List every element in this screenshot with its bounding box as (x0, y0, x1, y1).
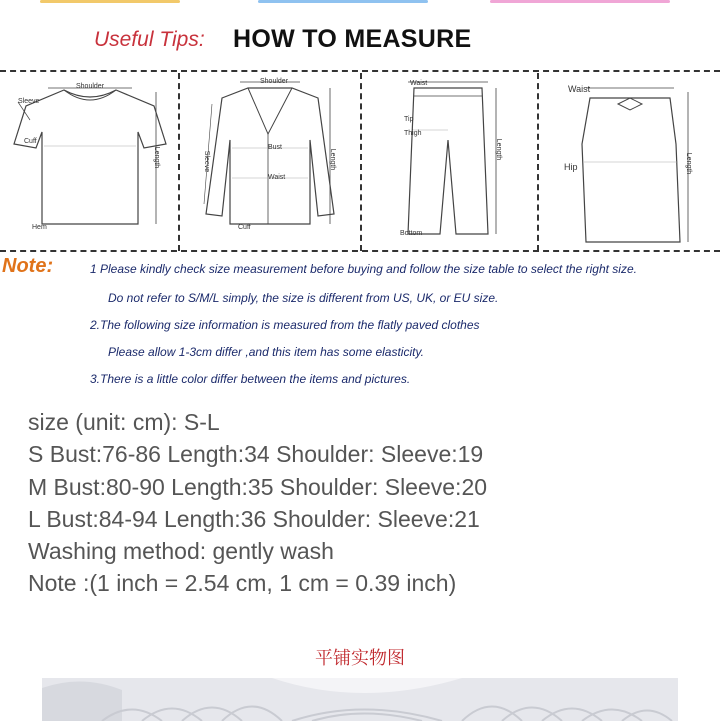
skirt-waist-label: Waist (568, 84, 591, 94)
size-l-line: L Bust:84-94 Length:36 Shoulder: Sleeve:21 (28, 506, 480, 532)
note-line-1: 1 Please kindly check size measurement before buying and follow the size table to select the right size. (90, 262, 637, 276)
pants-length-label: Length (495, 138, 503, 161)
note-line-3: 2.The following size information is measured from the flatly paved clothes (90, 318, 480, 332)
jacket-cuff-label: Cuff (238, 224, 251, 231)
tshirt-hem-label: Hem (32, 224, 47, 231)
skirt-length-label: Length (685, 152, 693, 175)
size-s-line: S Bust:76-86 Length:34 Shoulder: Sleeve:19 (28, 441, 484, 467)
top-color-bars (0, 0, 720, 4)
jacket-diagram (182, 74, 358, 250)
divider-3 (537, 73, 539, 251)
tshirt-sleeve-label: Sleeve (18, 98, 40, 105)
pants-tip-label: Tip (404, 116, 414, 123)
jacket-bust-label: Bust (268, 144, 283, 151)
tshirt-shoulder-label: Shoulder (76, 83, 105, 90)
divider-1 (178, 73, 180, 251)
skirt-hip-label: Hip (564, 162, 578, 172)
conversion-note-line: Note :(1 inch = 2.54 cm, 1 cm = 0.39 inch) (28, 570, 457, 596)
divider-2 (360, 73, 362, 251)
pants-bottom-label: Bottom (400, 230, 423, 237)
pants-diagram (364, 74, 534, 250)
measure-header (0, 24, 720, 56)
tshirt-cuff-label: Cuff (24, 138, 37, 145)
jacket-shoulder-label: Shoulder (260, 78, 289, 85)
how-to-measure-title: HOW TO MEASURE (233, 25, 472, 53)
jacket-waist-label: Waist (268, 174, 286, 181)
note-line-2: Do not refer to S/M/L simply, the size is different from US, UK, or EU size. (108, 291, 499, 305)
ribbed-fabric-icon (42, 678, 678, 721)
tshirt-diagram (4, 74, 176, 250)
top-divider (0, 70, 720, 72)
note-line-5: 3.There is a little color differ between the items and pictures. (90, 372, 411, 386)
size-unit-line: size (unit: cm): S-L (28, 409, 220, 435)
washing-method-line: Washing method: gently wash (28, 538, 334, 564)
note-label: Note: (2, 255, 54, 277)
skirt-diagram (542, 74, 718, 250)
pants-thigh-label: Thigh (404, 130, 422, 137)
tshirt-length-label: Length (153, 146, 161, 169)
jacket-sleeve-label: Sleeve (203, 150, 211, 173)
pants-waist-label: Waist (410, 80, 428, 87)
pants-outline-icon (364, 74, 534, 250)
size-m-line: M Bust:80-90 Length:35 Shoulder: Sleeve:20 (28, 474, 488, 500)
note-line-4: Please allow 1-3cm differ ,and this item has some elasticity. (108, 345, 424, 359)
jacket-length-label: Length (329, 148, 337, 171)
useful-tips-label: Useful Tips: (94, 28, 205, 51)
product-photo (42, 678, 678, 721)
photo-caption: 平铺实物图 (315, 648, 405, 669)
